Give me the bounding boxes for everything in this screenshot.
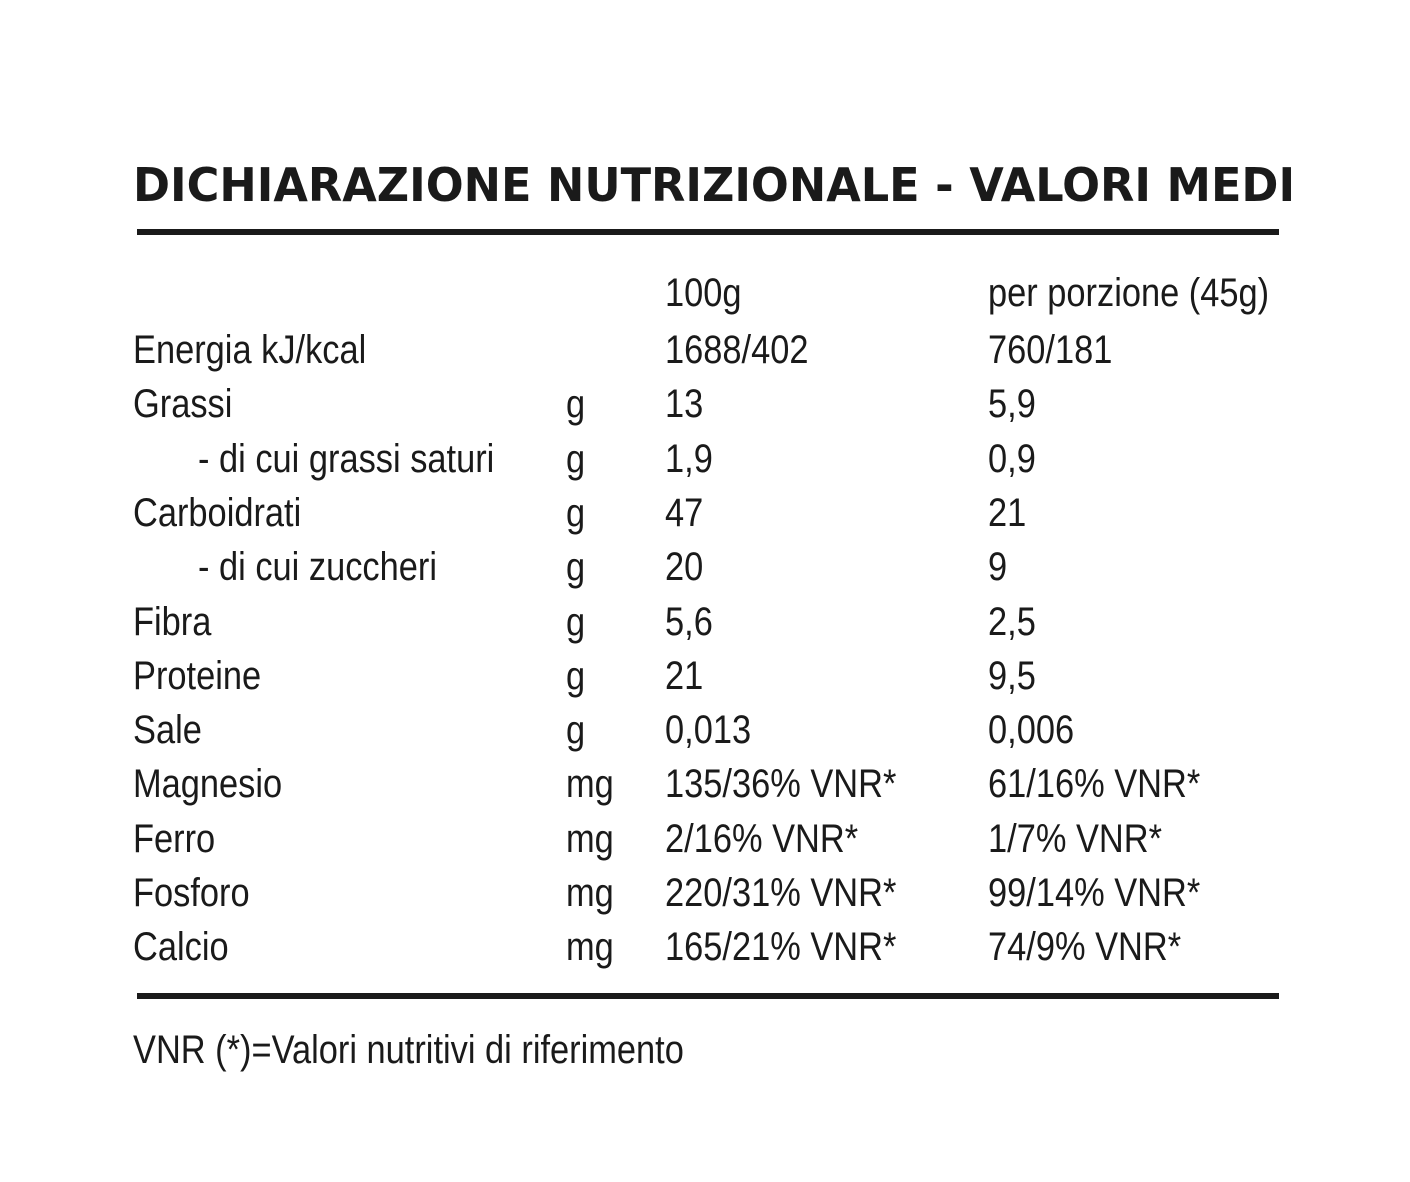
nutrient-unit: g [566, 545, 586, 590]
table-row [0, 330, 1410, 384]
nutrient-label: Proteine [133, 653, 262, 698]
table-row [0, 490, 1410, 547]
value-per-portion: 74/9% VNR* [988, 925, 1182, 970]
table-row [0, 653, 1410, 710]
table-row [0, 384, 1410, 438]
table-row [0, 547, 1410, 601]
value-per-100g: 1,9 [665, 436, 713, 481]
footnote: VNR (*)=Valori nutritivi di riferimento [133, 1028, 684, 1072]
value-per-100g: 47 [665, 490, 704, 535]
value-per-100g: 2/16% VNR* [665, 816, 859, 861]
table-row [0, 599, 1410, 656]
value-per-100g: 220/31% VNR* [665, 871, 897, 915]
nutrient-label: Carboidrati [133, 490, 302, 535]
value-per-100g: 135/36% VNR* [665, 762, 897, 807]
value-per-portion: 5,9 [988, 382, 1036, 427]
value-per-100g: 165/21% VNR* [665, 925, 897, 970]
nutrient-unit: g [566, 382, 586, 427]
nutrient-unit: g [566, 490, 586, 535]
nutrient-label: Sale [133, 708, 202, 753]
value-per-portion: 61/16% VNR* [988, 762, 1201, 807]
value-per-100g: 1688/402 [665, 328, 809, 372]
nutrient-label: Magnesio [133, 762, 283, 807]
page-title: DICHIARAZIONE NUTRIZIONALE - VALORI MEDI [133, 158, 1296, 212]
nutrient-label: Fosforo [133, 871, 250, 915]
nutrient-unit: mg [566, 816, 614, 861]
table-row [0, 927, 1410, 981]
nutrient-label: Fibra [133, 599, 212, 644]
table-row [0, 436, 1410, 493]
nutrient-unit: mg [566, 871, 614, 915]
value-per-portion: 9 [988, 545, 1008, 590]
nutrient-unit: g [566, 653, 586, 698]
nutrient-label: Ferro [133, 816, 216, 861]
table-row [0, 816, 1410, 873]
table-row [0, 873, 1410, 927]
header-per-portion: per porzione (45g) [988, 271, 1270, 315]
nutrient-unit: mg [566, 762, 614, 807]
nutrient-unit: mg [566, 925, 614, 970]
top-rule [137, 229, 1279, 235]
value-per-portion: 9,5 [988, 653, 1036, 698]
value-per-portion: 0,9 [988, 436, 1036, 481]
nutrient-unit: g [566, 708, 586, 753]
nutrient-unit: g [566, 599, 586, 644]
header-per-100g: 100g [665, 271, 742, 315]
bottom-rule [137, 993, 1279, 999]
nutrient-unit: g [566, 436, 586, 481]
value-per-portion: 2,5 [988, 599, 1036, 644]
value-per-100g: 5,6 [665, 599, 713, 644]
nutrient-label: Calcio [133, 925, 229, 970]
nutrient-label: Energia kJ/kcal [133, 328, 367, 372]
value-per-portion: 99/14% VNR* [988, 871, 1201, 915]
value-per-portion: 1/7% VNR* [988, 816, 1162, 861]
value-per-100g: 21 [665, 653, 704, 698]
nutrient-label: Grassi [133, 382, 233, 427]
value-per-portion: 760/181 [988, 328, 1113, 372]
nutrient-label: - di cui grassi saturi [198, 436, 495, 481]
value-per-portion: 21 [988, 490, 1027, 535]
value-per-100g: 13 [665, 382, 704, 427]
table-row [0, 710, 1410, 764]
value-per-100g: 0,013 [665, 708, 752, 753]
value-per-100g: 20 [665, 545, 704, 590]
value-per-portion: 0,006 [988, 708, 1075, 753]
table-row [0, 764, 1410, 818]
nutrient-label: - di cui zuccheri [198, 545, 437, 590]
